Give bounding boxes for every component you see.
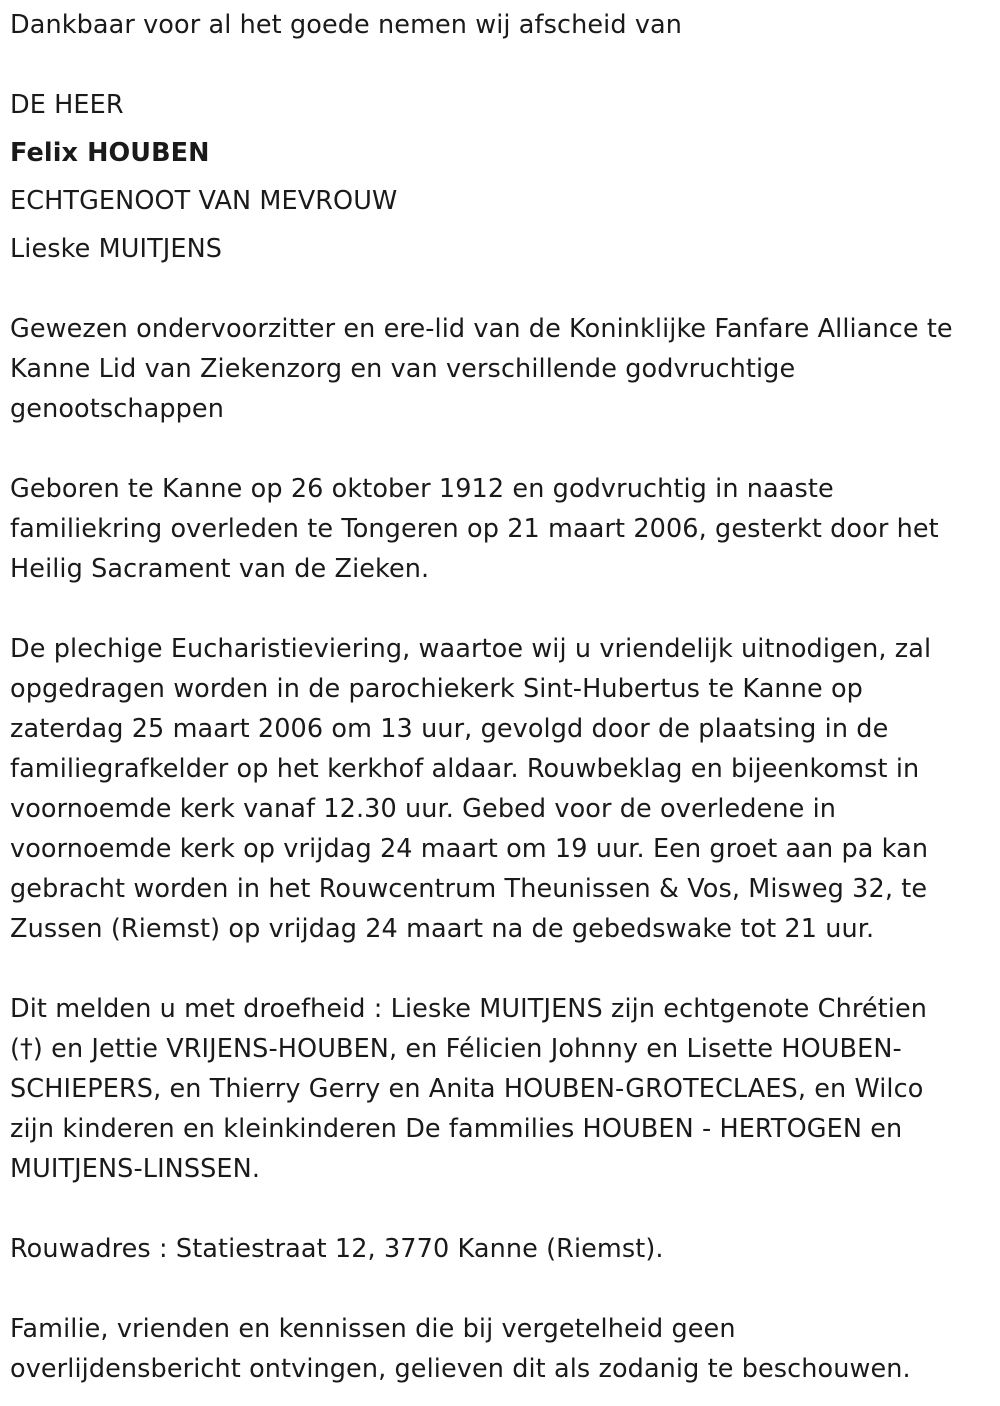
ceremony-line: De plechige Eucharistieviering, waartoe wij u vriendelijk uitnodigen, zal — [10, 634, 932, 664]
birth-death-line: Geboren te Kanne op 26 oktober 1912 en godvruchtig in naaste — [10, 474, 834, 504]
deceased-name: Felix HOUBEN — [10, 138, 210, 168]
ceremony-line: zaterdag 25 maart 2006 om 13 uur, gevolgd door de plaatsing in de — [10, 714, 889, 744]
closing-line: Familie, vrienden en kennissen die bij vergetelheid geen — [10, 1314, 736, 1344]
family-paragraph — [10, 989, 990, 1189]
intro-text: Dankbaar voor al het goede nemen wij afscheid van — [10, 10, 683, 40]
ceremony-paragraph — [10, 629, 990, 949]
functions-line: genootschappen — [10, 394, 224, 424]
title-text: DE HEER — [10, 90, 124, 120]
family-line: zijn kinderen en kleinkinderen De fammilies HOUBEN - HERTOGEN en — [10, 1114, 903, 1144]
ceremony-line: gebracht worden in het Rouwcentrum Theunissen & Vos, Misweg 32, te — [10, 874, 928, 904]
birth-death-paragraph — [10, 469, 990, 589]
ceremony-line: Zussen (Riemst) op vrijdag 24 maart na de gebedswake tot 21 uur. — [10, 914, 875, 944]
birth-death-line: Heilig Sacrament van de Zieken. — [10, 554, 430, 584]
functions-paragraph — [10, 309, 990, 429]
ceremony-line: opgedragen worden in de parochiekerk Sint-Hubertus te Kanne op — [10, 674, 863, 704]
spouse-name: Lieske MUITJENS — [10, 234, 223, 264]
birth-death-line: familiekring overleden te Tongeren op 21 maart 2006, gesterkt door het — [10, 514, 939, 544]
family-line: (†) en Jettie VRIJENS-HOUBEN, en Félicien Johnny en Lisette HOUBEN- — [10, 1034, 902, 1064]
ceremony-line: voornoemde kerk op vrijdag 24 maart om 19 uur. Een groet aan pa kan — [10, 834, 929, 864]
functions-line: Gewezen ondervoorzitter en ere-lid van de Koninklijke Fanfare Alliance te — [10, 314, 953, 344]
family-line: MUITJENS-LINSSEN. — [10, 1154, 261, 1184]
ceremony-line: voornoemde kerk vanaf 12.30 uur. Gebed voor de overledene in — [10, 794, 837, 824]
closing-line: overlijdensbericht ontvingen, gelieven dit als zodanig te beschouwen. — [10, 1354, 911, 1384]
ceremony-line: familiegrafkelder op het kerkhof aldaar. Rouwbeklag en bijeenkomst in — [10, 754, 920, 784]
address-text: Rouwadres : Statiestraat 12, 3770 Kanne (Riemst). — [10, 1234, 664, 1264]
family-line: SCHIEPERS, en Thierry Gerry en Anita HOUBEN-GROTECLAES, en Wilco — [10, 1074, 924, 1104]
closing-paragraph — [10, 1309, 990, 1389]
relation-text: ECHTGENOOT VAN MEVROUW — [10, 186, 398, 216]
family-line: Dit melden u met droefheid : Lieske MUITJENS zijn echtgenote Chrétien — [10, 994, 927, 1024]
functions-line: Kanne Lid van Ziekenzorg en van verschillende godvruchtige — [10, 354, 796, 384]
